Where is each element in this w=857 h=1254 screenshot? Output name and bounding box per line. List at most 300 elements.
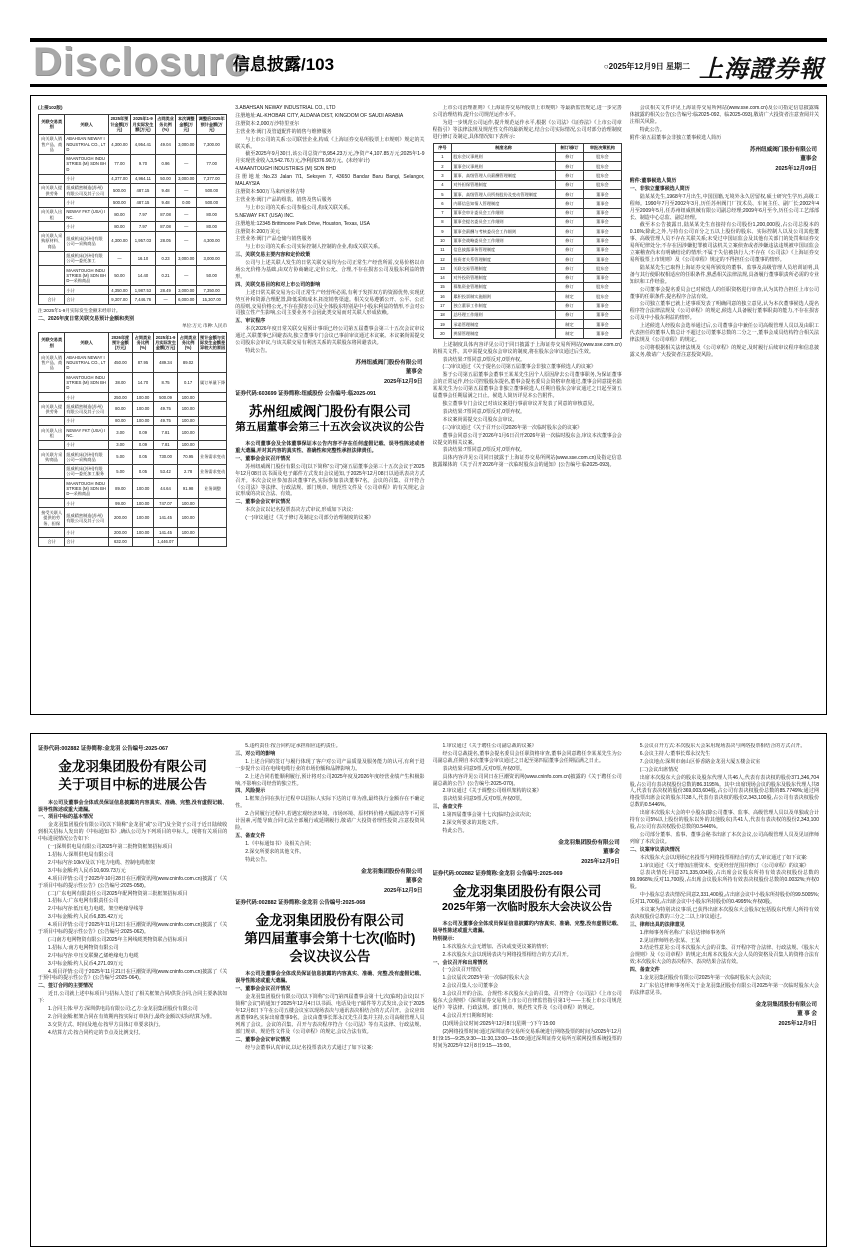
paragraph: 二、签订合同的主要情况: [38, 983, 94, 990]
table-row: [39, 373, 227, 393]
table-cell: 信息披露事务管理制度: [452, 245, 556, 254]
paragraph: 近日,公司就上述中标项目与招标人签订了相关框架合同/供货合同,合同主要条款如下:: [38, 991, 228, 1005]
paragraph: 2.合同履行过程中,若遇宏观经济环境、市场环境、原材料价格大幅波动等不可预计因素,可能导致合同无法全部履行或延期履行,敬请广大投资者理性投资,注意投资风险。: [235, 811, 425, 831]
table-cell: 向关联人销售产品、商品: [39, 134, 65, 154]
table-row: [39, 402, 227, 417]
paragraph: 金龙羽集团股份有限公司(以下简称“公司”)第四届董事会第十七次(临时)会议(以下简称“会议”)的通知于2025年12月4日以书面、电话及电子邮件等方式发出,会议于2025年12月8日下午在公司五楼会议室以现场表决与通讯表决相结合的方式召开。会议应出席董事9名,实际出席董事9名。会议由董事长郑永汉先生召集并主持,公司高级管理人员列席了会议。会议的召集、召开与表决程序符合《公司法》等有关法律、行政法规、部门规章、规范性文件及《公司章程》的规定,会议合法有效。: [235, 994, 425, 1035]
securities-code-line: 证券代码:002882 证券简称:金龙羽 公告编号:2025-068: [235, 900, 366, 906]
announcement-title: [235, 912, 424, 965]
paragraph: 特此公告。: [245, 856, 271, 863]
table-header-cell: 本次调整金额(万元): [176, 114, 197, 134]
paragraph: 注册资本:200万美元: [235, 228, 280, 235]
table-cell: 累积投票制实施细则: [452, 292, 556, 301]
table-cell: [39, 266, 65, 286]
table-cell: 修订: [555, 310, 583, 319]
table-cell: 5.00: [108, 464, 132, 479]
table-cell: 49.75: [153, 402, 177, 417]
paragraph: 四、备查文件: [629, 967, 660, 974]
paragraph: 本次股东大会以现场记名投票与网络投票相结合的方式,审议通过了如下议案:: [639, 854, 808, 861]
paragraph: 主营业务:阀门产品仓储与销售服务: [235, 236, 312, 243]
table-cell: 业务需求变动: [198, 450, 226, 465]
table-cell: 小计: [65, 174, 108, 183]
paragraph: 1.招标人:深圳供电局有限公司: [48, 851, 114, 858]
table-cell: [39, 373, 65, 393]
table-cell: 纽威精密制造(苏州)有限公司及其子公司: [65, 402, 108, 417]
table-cell: 股东会: [584, 264, 622, 273]
securities-code-line: 证券代码:002882 证券简称:金龙羽 公告编号:2025-069: [432, 871, 563, 878]
table-cell: [39, 416, 65, 425]
signature-line: 董 事 会: [797, 1011, 817, 1018]
table-cell: 股东会: [584, 162, 622, 171]
paragraph: 单位:万元 币种:人民币: [182, 323, 228, 329]
paragraph: 1.《中标通知书》及相关合同;: [245, 840, 311, 847]
table-cell: 小计: [65, 198, 108, 207]
table-cell: 属订单量下降: [198, 373, 226, 393]
table-cell: 董事会: [584, 236, 622, 245]
table-cell: [198, 426, 226, 441]
table-cell: 14: [433, 273, 452, 282]
table-cell: 修订: [555, 273, 583, 282]
table-cell: —: [176, 266, 197, 286]
table-cell: —: [108, 251, 131, 266]
paragraph: 特此公告。: [245, 348, 271, 354]
table-cell: 13: [433, 264, 452, 273]
title-line: 第四届董事会第十七次(临时): [244, 930, 416, 946]
table-cell: 董事、高级管理人员所持股份及变动管理制度: [452, 190, 556, 199]
table-cell: 100.00: [178, 499, 199, 508]
table-cell: 董事会: [584, 320, 622, 329]
table-cell: 9.70: [131, 154, 155, 174]
table-cell: 100.00: [133, 499, 154, 508]
table-cell: 制定: [555, 292, 583, 301]
table-cell: 1: [433, 152, 452, 161]
table-cell: 3,000.00: [176, 134, 197, 154]
table-cell: 总经理工作细则: [452, 310, 556, 319]
paragraph: 表决结果:7票同意,0票反对,0票弃权。: [442, 447, 526, 454]
paragraph: (二)广东电网有限责任公司2025年配网物资第三批框架招标项目: [48, 890, 188, 897]
table-cell: 小计: [65, 440, 108, 449]
table-cell: 董事会: [584, 208, 622, 217]
paragraph: 2.中标内容:低压电力电缆、架空绝缘导线等: [48, 906, 144, 913]
table-cell: 9.48: [155, 198, 176, 207]
paragraph: 二、议案审议表决情况: [629, 846, 680, 853]
paragraph: 附件:董事候选人简历: [629, 178, 677, 185]
table-cell: 5.00: [108, 450, 132, 465]
table-row: [433, 171, 621, 180]
table-row: [433, 236, 621, 245]
table-header-cell: 调整后2025年预计金额(万元): [197, 114, 227, 134]
table-cell: 股东会: [584, 180, 622, 189]
table-cell: 独立董事工作制度: [452, 301, 556, 310]
table-cell: [39, 464, 65, 479]
table-cell: 14.70: [133, 373, 154, 393]
table-cell: 14.40: [131, 266, 155, 286]
table-cell: 7.81: [153, 440, 177, 449]
table-cell: 500.00: [197, 198, 227, 207]
paragraph: 二、董事会会议审议情况: [235, 499, 291, 506]
paragraph: 3.会议召开的合法、合规性:本次股东大会的召集、召开符合《公司法》《上市公司股东大会规则》《深圳证券交易所上市公司自律监管指引第1号——主板上市公司规范运作》等法律、行政法规、部门规章、规范性文件及《公司章程》的规定。: [432, 991, 622, 1012]
paragraph: (三)南方电网物资有限公司2025年主网线缆类物资联合招标项目: [48, 936, 188, 943]
signature-line: 董事会: [405, 878, 423, 884]
table-row: [433, 245, 621, 254]
table-cell: 股东会: [584, 171, 622, 180]
paragraph: 经与会董事认真审议,以记名投票表决方式通过了如下议案:: [245, 1044, 374, 1051]
table-cell: 纽威机床(苏州)有限公司—委托加工服务: [65, 464, 108, 479]
securities-code-line: 证券代码:002882 证券简称:金龙羽 公告编号:2025-067: [38, 746, 169, 752]
table-cell: 董事、高级管理人员薪酬管理制度: [452, 171, 556, 180]
paragraph: 本公司及董事会全体成员保证信息披露的内容真实、准确、完整,没有虚假记载、误导性陈述或重大遗漏。: [432, 921, 622, 934]
paragraph: 三、备查文件: [432, 804, 463, 811]
table-cell: [39, 528, 65, 537]
signature-line: 2025年12月9日: [383, 887, 423, 894]
table-row: [39, 479, 227, 499]
disclosure-logo: Disclosure: [33, 40, 248, 84]
signature-line: 2025年12月9日: [383, 378, 423, 385]
table-cell: 向关联人提供劳务: [39, 402, 65, 417]
table-row: [433, 282, 621, 291]
signature-block: [630, 146, 817, 175]
table-cell: 16: [433, 292, 452, 301]
table-cell: 4,300.00: [108, 134, 131, 154]
table-cell: 业务需求变动: [198, 464, 226, 479]
table-header-cell: 2025年1-9月实际发生金额(万元): [153, 333, 177, 353]
table-cell: 股东会: [584, 152, 622, 161]
table-row: [39, 528, 227, 537]
table-cell: 修订: [555, 282, 583, 291]
signature-line: 2025年12月9日: [581, 858, 620, 865]
table-cell: [39, 286, 65, 295]
table-row: [433, 199, 621, 208]
table-cell: [39, 198, 65, 207]
table-cell: 制定: [555, 329, 583, 338]
table-cell: [198, 508, 226, 528]
table-cell: 87.08: [155, 222, 176, 231]
table-row: [39, 416, 227, 425]
paragraph: 3.中标金额:约人民币6,835.42万元: [48, 914, 124, 921]
paragraph: 上述候选人经股东会选举通过后,公司董事会中兼任公司高级管理人员以及由职工代表担任的董事人数总计不超过公司董事总数的二分之一,董事会成员结构符合相关法律法规及《公司章程》的规定。: [629, 323, 819, 343]
paragraph: 三、律师出具的法律意见: [629, 921, 685, 928]
table-cell: 89.02: [178, 353, 199, 373]
paragraph: 本公司及董事会全体成员保证信息披露的内容真实、准确、完整,没有虚假记载、误导性陈述或重大遗漏。: [38, 799, 228, 813]
paragraph: 注册资本:2,000万沙特里亚尔: [235, 120, 300, 127]
table-row: [433, 329, 621, 338]
paragraph: 2.广东信达律师事务所关于金龙羽集团股份有限公司2025年第一次临时股东大会的法律意见书。: [629, 983, 819, 996]
table-cell: 100.00: [133, 528, 154, 537]
paragraph: 2.中标内容:中压交联聚乙烯绝缘电力电缆: [48, 952, 139, 959]
table-cell: 9,307.00: [108, 295, 131, 304]
paragraph: 上述日常关联交易为公司正常生产经营所必需,有利于发挥双方的资源优势,实现优势互补和资源合理配置,降低采购成本,拓宽销售渠道。相关交易遵循公开、公平、公正的原则,交易价格公允,不存在损害公司及全体股东特别是中小股东利益的情形,不会对公司独立性产生影响,公司主要业务不会因此类交易而对关联人形成依赖。: [235, 289, 425, 317]
table-cell: 80.00: [197, 207, 227, 222]
table-cell: 募集资金管理制度: [452, 282, 556, 291]
paragraph: 5.违约责任:按合同约定承担相应违约责任。: [245, 743, 341, 749]
table-cell: 3,000.00: [176, 174, 197, 183]
masthead-right: [604, 49, 824, 84]
table-cell: [198, 537, 226, 546]
paragraph: 1.招标人:南方电网物资有限公司: [48, 944, 119, 951]
table-cell: 修订: [555, 180, 583, 189]
table-cell: [198, 499, 226, 508]
paragraph: 与上市公司的关系:公司联营企业,构成《上海证券交易所股票上市规则》规定的关联关系。: [235, 136, 425, 150]
table-cell: 修订: [555, 217, 583, 226]
paragraph: 本公司及董事会全体成员保证信息披露的内容真实、准确、完整,没有虚假记载、误导性陈述或重大遗漏。: [235, 971, 425, 985]
signature-line: 2025年12月09日: [775, 165, 817, 172]
table-row: [39, 537, 227, 546]
table-cell: 49.75: [153, 416, 177, 425]
table-row: [39, 183, 227, 198]
table-row: [39, 207, 227, 222]
table-cell: 18: [433, 310, 452, 319]
table-cell: [198, 402, 226, 417]
table-cell: 董事会: [584, 301, 622, 310]
table-cell: 股东会: [584, 282, 622, 291]
table-cell: [198, 353, 226, 373]
table-cell: 100.00: [133, 393, 154, 402]
paragraph: 公司将根据相关法律法规及《公司章程》的规定,及时履行后续审议程序和信息披露义务,敬请广大投资者注意投资风险。: [629, 344, 819, 358]
table-header-cell: 2025年1-9月实际发生额(万元): [131, 114, 155, 134]
table-cell: 修订: [555, 162, 583, 171]
table-cell: 向关联方采购商品: [39, 450, 65, 465]
table-cell: MAANTOUGH INDUSTRIES (M) SDN BHD—采购商品: [65, 266, 108, 286]
table-header-cell: 关联人: [65, 333, 108, 353]
announcement-title: [38, 758, 227, 794]
table-cell: 80.00: [108, 416, 132, 425]
paragraph: 二、董事会会议审议情况: [235, 1036, 291, 1043]
paragraph: 表决结果:7票同意,0票反对,0票弃权。: [442, 408, 526, 415]
table-cell: 70.95: [178, 450, 199, 465]
table-cell: 1,446.07: [153, 537, 177, 546]
table-cell: 小计: [65, 499, 108, 508]
bottom-column-4: [630, 743, 819, 1237]
paragraph: 一、会议召开和出席情况: [432, 959, 488, 966]
table-cell: 200.00: [108, 528, 132, 537]
table-row: [433, 255, 621, 264]
paragraph: 陆某某先生已取得上海证券交易所颁发的董事、监事及高级管理人员培训证明,具备与其行使职权相适应的任职条件,熟悉相关法律法规,具备履行董事职责所必需的专业知识和工作经验。: [629, 264, 819, 285]
table-cell: 730.00: [153, 450, 177, 465]
table-cell: 100.00: [133, 508, 154, 528]
table-cell: 制定: [555, 320, 583, 329]
table-cell: 董事会战略委员会工作细则: [452, 236, 556, 245]
table-cell: 2.78: [178, 464, 199, 479]
table-header-cell: 2026年度预计金额(万元): [108, 333, 132, 353]
table-cell: 向关联人销售产品、商品: [39, 353, 65, 373]
signature-line: 金龙羽集团股份有限公司: [360, 868, 423, 875]
table-cell: 87.08: [155, 207, 176, 222]
table-cell: 4,300.00: [108, 231, 131, 251]
paragraph: (一)深圳供电局有限公司2025年第二批物资框架招标项目: [48, 844, 173, 851]
table-cell: 632.00: [108, 537, 132, 546]
table-cell: [39, 222, 65, 231]
table-cell: 44.64: [153, 479, 177, 499]
paragraph: 3.中标金额:约人民币4,271.09万元: [48, 960, 124, 967]
paragraph: (一)会议召开情况: [442, 967, 481, 974]
table-cell: 董事会薪酬与考核委员会工作细则: [452, 227, 556, 236]
table-cell: 12: [433, 255, 452, 264]
signature-block: [433, 839, 620, 868]
table-cell: 80.00: [108, 402, 132, 417]
table-header-cell: 占同类业务比例(%): [178, 333, 199, 353]
table-cell: [39, 440, 65, 449]
table-cell: [39, 174, 65, 183]
paragraph: 1.合同主体:甲方:深圳供电局有限公司;乙方:金龙羽集团股份有限公司: [48, 1006, 198, 1013]
table-cell: 内幕信息知情人管理制度: [452, 199, 556, 208]
table-header-cell: 关联人: [65, 114, 108, 134]
table-cell: 100.00: [178, 440, 199, 449]
table-cell: 业务调整: [198, 479, 226, 499]
table-cell: 7,300.00: [197, 134, 227, 154]
table-cell: 20: [433, 329, 452, 338]
table-cell: [39, 393, 65, 402]
table-cell: 修订: [555, 264, 583, 273]
table-cell: 0.23: [155, 251, 176, 266]
top-announcement-box: [30, 95, 827, 715]
bottom-column-1: [38, 743, 227, 1237]
table-cell: 董事会: [584, 227, 622, 236]
table-cell: 董事会: [584, 329, 622, 338]
paragraph: 五、审议程序: [235, 318, 266, 325]
table-cell: MAANTOUGH INDUSTRIES (M) SDN BHD: [65, 373, 108, 393]
signature-line: 苏州纽威阀门股份有限公司: [355, 359, 423, 366]
paragraph: 苏州纽威阀门股份有限公司(以下简称“公司”)第五届董事会第三十五次会议于2025年12月08日以书面及电子邮件方式发出会议通知,于2025年12月08日以通讯表决方式召开。本次会议应参加表决董事7名,实际参加表决董事7名。会议的召集、召开符合《公司法》等法律、行政法规、部门规章、规范性文件及《公司章程》的有关规定,会议形成的决议合法、有效。: [235, 463, 425, 498]
paragraph: 5.会议召开方式:本次股东大会采用现场表决与网络投票相结合的方式召开。: [639, 743, 806, 749]
table-cell: 11: [433, 245, 452, 254]
table-cell: 17: [433, 301, 452, 310]
table-cell: —: [155, 295, 176, 304]
table-cell: 28.05: [155, 231, 176, 251]
table-header-cell: 关联交易类别: [39, 114, 65, 134]
table-header-cell: 制度名称: [452, 143, 556, 152]
paragraph: 公司部分董事、监事、董事会秘书出席了本次会议,公司高级管理人员及见证律师列席了本次会议。: [629, 831, 819, 845]
table-cell: 50.00: [197, 266, 227, 286]
table-cell: 修订: [555, 236, 583, 245]
paper-logotype: 上海證券報: [699, 54, 824, 83]
paragraph: 3.交货方式、时间及地点:按甲方具体订单要求执行。: [48, 1021, 164, 1028]
table-row: [433, 273, 621, 282]
table-row: [433, 208, 621, 217]
table-cell: 141.45: [153, 508, 177, 528]
signature-line: 金龙羽集团股份有限公司: [755, 1001, 817, 1008]
table-row: [433, 310, 621, 319]
paragraph: 4.会议召开日期和时间:: [442, 1012, 494, 1019]
paragraph: 主营业务:阀门及管道配件的销售与维修服务: [235, 128, 332, 135]
table-cell: 小计: [65, 528, 108, 537]
paragraph: 本次会议以记名投票表决方式审议,形成如下决议:: [245, 507, 354, 514]
paragraph: 2.深交所要求的其他文件。: [245, 848, 305, 855]
table-row: [39, 393, 227, 402]
table-cell: 董事会: [584, 255, 622, 264]
table-cell: 4,350.00: [108, 286, 131, 295]
table-row: [433, 180, 621, 189]
table-cell: 4,954.41: [131, 134, 155, 154]
table-cell: 修订: [555, 301, 583, 310]
table-cell: 合计: [39, 537, 65, 546]
table-row: [433, 320, 621, 329]
top-column-4: [630, 105, 819, 705]
paragraph: 公司与上述关联人发生的日常关联交易均为公司正常生产经营所需,交易价格以市场公允价格为基础,由双方协商确定,定价公允、合理,不存在损害公司及股东利益的情形。: [235, 260, 425, 280]
paragraph: 一、项目中标的基本情况: [38, 814, 94, 821]
signature-line: 董事会: [405, 369, 423, 376]
table-cell: 股东会议事规则: [452, 152, 556, 161]
table-cell: 小计: [65, 416, 108, 425]
table-row: [39, 426, 227, 441]
table-cell: [198, 440, 226, 449]
table-cell: 50.00: [155, 174, 176, 183]
table-cell: 修订: [555, 171, 583, 180]
paragraph: (二)会议出席情况: [639, 766, 679, 773]
paragraph: 具体内容详见公司同日在巨潮资讯网(www.cninfo.com.cn)披露的《关于聘任公司副总裁的公告》(公告编号:2025-070)。: [432, 773, 622, 787]
paragraph: 本次2026年度日常关联交易预计事项已经公司第五届董事会第三十五次会议审议通过,关联董事已回避表决,独立董事专门会议已事前审议通过本议案。本议案尚需提交公司股东会审议,与该关联交易有利害关系的关联股东将回避表决。: [235, 326, 425, 347]
table-cell: 49.04: [155, 134, 176, 154]
title-line: 金龙羽集团股份有限公司: [255, 913, 405, 928]
table-cell: 77.00: [108, 154, 131, 174]
table-cell: 89.00: [108, 479, 132, 499]
table-cell: [198, 528, 226, 537]
table-cell: 纽威精密制造(苏州)有限公司及其子公司: [65, 508, 108, 528]
paragraph: 独立董事专门会议已对该议案进行事前审议并发表了同意的审核意见。: [442, 401, 598, 408]
table-cell: 接受关联人提供的劳务、担保: [39, 508, 65, 528]
table-row: [433, 292, 621, 301]
table-cell: 4: [433, 180, 452, 189]
table-cell: 3,000.00: [176, 286, 197, 295]
signature-line: 金龙羽集团股份有限公司: [558, 839, 620, 846]
signature-line: 董事会: [800, 156, 817, 163]
table-cell: 合计: [39, 295, 65, 304]
table-cell: [39, 499, 65, 508]
table-row: [433, 217, 621, 226]
table-cell: 7.97: [131, 222, 155, 231]
paragraph: 一、非独立董事候选人简历: [629, 185, 690, 192]
paragraph: 表决结果:同意9票,反对0票,弃权0票。: [442, 765, 526, 772]
table-row: [39, 440, 227, 449]
paragraph: 与上市公司的关系:公司参股公司,构成关联关系。: [245, 204, 354, 211]
table-cell: 6: [433, 199, 452, 208]
paragraph: 1.框架合同在执行过程中以招标人实际下达的订单为准,最终执行金额存在不确定性。: [235, 796, 425, 810]
table-header-cell: 制订/修订: [555, 143, 583, 152]
table-row: [39, 231, 227, 251]
paragraph: 4.项目详情:公司于2025年11月12日在巨潮资讯网(www.cninfo.com.cn)披露了《关于项目中标的提示性公告》(公告编号:2025-062)。: [38, 922, 228, 936]
paragraph: 1.金龙羽集团股份有限公司2025年第一次临时股东大会决议;: [639, 975, 772, 982]
table-row: [39, 134, 227, 154]
paragraph: 鉴于公司第五届董事会董事王某某先生因个人原因辞去公司董事职务,为保证董事会的正常运作,经公司控股股东提名,董事会提名委员会资格审查通过,董事会同意提名陆某某先生为公司第五届董事会非独立董事候选人,任期自股东会审议通过之日起至第五届董事会任期届满之日止。候选人简历详见本公告附件。: [432, 372, 622, 400]
table-header-cell: 占同类业务比例(%): [133, 333, 154, 353]
table-cell: —: [176, 231, 197, 251]
table-cell: [39, 479, 65, 499]
table-cell: 15: [433, 282, 452, 291]
signature-line: 2025年12月9日: [778, 1020, 817, 1027]
table-cell: 2: [433, 162, 452, 171]
paragraph: 特此公告。: [442, 827, 468, 834]
table-row: [433, 264, 621, 273]
table-cell: 0.00: [176, 198, 197, 207]
paragraph: 上市公司治理准则》《上海证券交易所股票上市规则》等最新监管规定,进一步完善公司治理结构,提升公司规范运作水平。: [432, 105, 622, 118]
paragraph: 1.审议通过《关于聘任公司副总裁的议案》: [442, 743, 537, 749]
table-header-cell: 预计金额与实际发生金额差异较大的原因: [198, 333, 226, 353]
paragraph: 公司董事会提名委员会已对候选人的任职资格进行审查,认为其符合担任上市公司董事的任职条件,提名程序合法有效。: [629, 286, 819, 300]
table-row: [39, 174, 227, 183]
table-cell: 53.42: [153, 464, 177, 479]
paragraph: 2.合同金额:框架合同在有效期内按实际订单执行,最终金额以实际结算为准。: [48, 1014, 215, 1020]
table-cell: 董事会: [584, 217, 622, 226]
table-cell: 投资者关系管理制度: [452, 255, 556, 264]
table-row: [39, 499, 227, 508]
table-cell: 0.09: [133, 440, 154, 449]
paragraph: 金龙羽集团股份有限公司(以下简称“金龙羽”或“公司”)及全资子公司于近日陆续收到相关招标人发出的《中标通知书》,确认公司为下列项目的中标人。现将有关项目的中标进展情况公告如下:: [38, 822, 228, 843]
table-cell: —: [176, 222, 197, 231]
table-cell: 4,964.11: [131, 174, 155, 183]
table-cell: 99.00: [108, 499, 132, 508]
table-cell: NEWAY FKT (USA) INC.: [65, 207, 108, 222]
paragraph: 注:2025年1-9月实际发生金额未经审计。: [38, 307, 121, 313]
paragraph: (2)网络投票时间:通过深圳证券交易所交易系统进行网络投票的时间为2025年12月8日9:15—9:25,9:30—11:30,13:00—15:00;通过深圳证券交易所互联网投票系统投票的时间为2025年12月8日9:15—15:00。: [432, 1028, 622, 1049]
